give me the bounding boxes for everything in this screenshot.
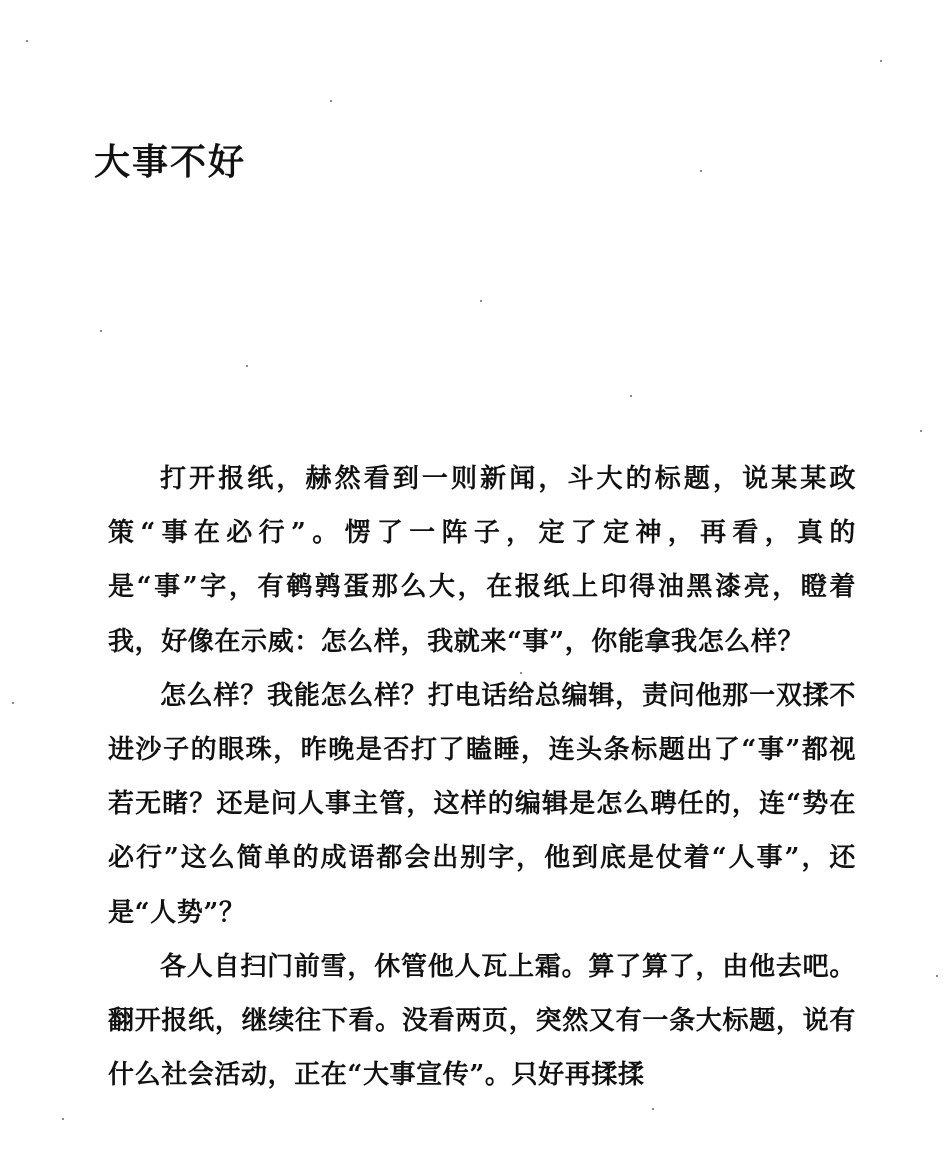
paragraph-2: 怎么样？我能怎么样？打电话给总编辑，责问他那一双揉不进沙子的眼珠，昨晚是否打了瞌睡，连头条标题出了“事”都视若无睹？还是问人事主管，这样的编辑是怎么聘任的，连“势在必行”这么简单的成语都会出别字，他到底是仗着“人事”，还是“人势”？ [108, 680, 856, 928]
scan-speck [936, 975, 938, 977]
scan-speck [630, 395, 632, 397]
paragraph-3: 各人自扫门前雪，休管他人瓦上霜。算了算了，由他去吧。翻开报纸，继续往下看。没看两页，突然又有一条大标题，说有什么社会活动，正在“大事宣传”。只好再揉揉 [108, 951, 856, 1091]
scan-speck [246, 365, 248, 367]
scan-speck [12, 702, 14, 704]
scan-speck [62, 1118, 64, 1120]
scan-speck [480, 300, 482, 302]
scan-speck [100, 330, 102, 332]
scan-speck [330, 100, 332, 102]
scan-speck [700, 170, 702, 172]
body-text [108, 452, 856, 1102]
scan-speck [26, 40, 28, 42]
scan-speck [920, 430, 922, 432]
scan-speck [880, 60, 882, 62]
chapter-title: 大事不好 [94, 141, 247, 183]
scan-speck [520, 672, 522, 674]
paragraph-1: 打开报纸，赫然看到一则新闻，斗大的标题，说某某政策“事在必行”。愣了一阵子，定了定神，再看，真的是“事”字，有鹌鹑蛋那么大，在报纸上印得油黑漆亮，瞪着我，好像在示威：怎么样，我就来“事”，你能拿我怎么样？ [108, 464, 856, 657]
scan-speck [652, 1108, 654, 1110]
